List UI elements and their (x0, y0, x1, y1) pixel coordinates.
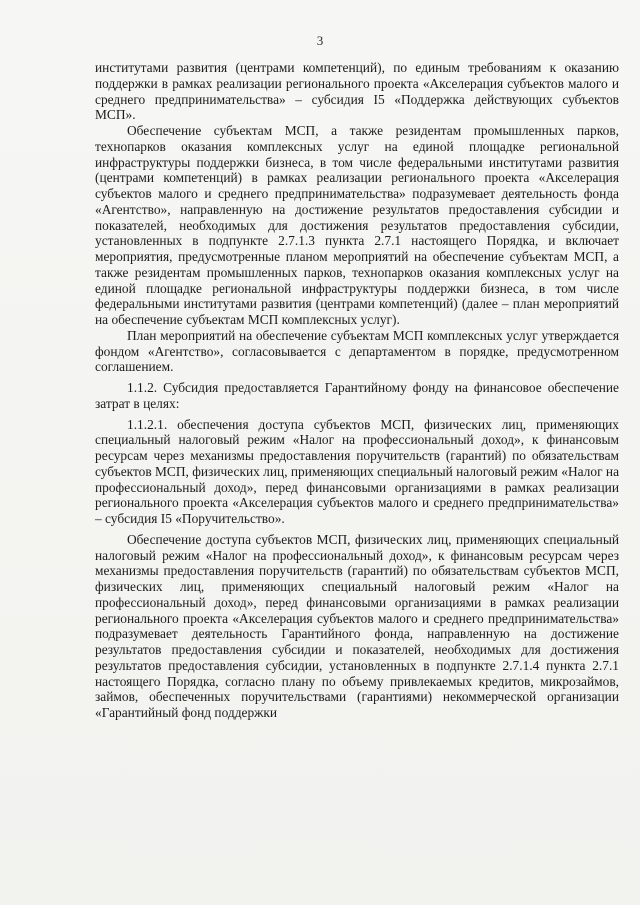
paragraph-guarantee-access: Обеспечение доступа субъектов МСП, физических лиц, применяющих специальный налоговый режим «Налог на профессиональный доход», к финансовым ресурсам через механизмы предоставления поручительств (гарантий) по обязательствам субъектов МСП, физических лиц, применяющих специальный налоговый режим «Налог на профессиональный доход», перед финансовыми организациями в рамках реализации регионального проекта «Акселерация субъектов малого и среднего предпринимательства» подразумевает деятельность Гарантийного фонда, направленную на достижение результатов предоставления субсидии и показателей, необходимых для достижения результатов предоставления субсидии, установленных в подпункте 2.7.1.4 пункта 2.7.1 настоящего Порядка, согласно плану по объему привлекаемых кредитов, микрозаймов, займов, обеспеченных поручительствами (гарантиями) некоммерческой организации «Гарантийный фонд поддержки (95, 531, 619, 720)
paragraph-clause-1-1-2-1: 1.1.2.1. обеспечения доступа субъектов МСП, физических лиц, применяющих специальный налоговый режим «Налог на профессиональный доход», к финансовым ресурсам через механизмы предоставления поручительств (гарантий) по обязательствам субъектов МСП, физических лиц, применяющих специальный налоговый режим «Налог на профессиональный доход», перед финансовыми организациями в рамках реализации регионального проекта «Акселерация субъектов малого и среднего предпринимательства» – субсидия I5 «Поручительство». (95, 416, 620, 526)
paragraph-clause-1-1-2: 1.1.2. Субсидия предоставляется Гарантийному фонду на финансовое обеспечение затрат в целях: (95, 380, 619, 411)
document-body (95, 60, 619, 721)
paragraph-continuation: институтами развития (центрами компетенций), по единым требованиям к оказанию поддержки в рамках реализации регионального проекта «Акселерация субъектов малого и среднего предпринимательства» – субсидия I5 «Поддержка действующих субъектов МСП». (95, 60, 619, 123)
paragraph-complex-services: Обеспечение субъектам МСП, а также резидентам промышленных парков, технопарков оказания комплексных услуг на единой площадке региональной инфраструктуры поддержки бизнеса, в том числе федеральными институтами развития (центрами компетенций) в рамках реализации регионального проекта «Акселерация субъектов малого и среднего предпринимательства» подразумевает деятельность фонда «Агентство», направленную на достижение результатов предоставления субсидии и показателей, необходимых для достижения результатов предоставления субсидии, установленных в подпункте 2.7.1.3 пункта 2.7.1 настоящего Порядка, и включает мероприятия, предусмотренные планом мероприятий на обеспечение субъектам МСП, а также резидентам промышленных парков, технопарков оказания комплексных услуг на единой площадке региональной инфраструктуры поддержки бизнеса, в том числе федеральными институтами развития (центрами компетенций) (далее – план мероприятий на обеспечение субъектам МСП комплексных услуг). (95, 123, 619, 327)
page-number: 3 (316, 33, 324, 48)
paragraph-plan-approval: План мероприятий на обеспечение субъектам МСП комплексных услуг утверждается фондом «Агентство», согласовывается с департаментом в порядке, предусмотренном соглашением. (95, 327, 619, 375)
